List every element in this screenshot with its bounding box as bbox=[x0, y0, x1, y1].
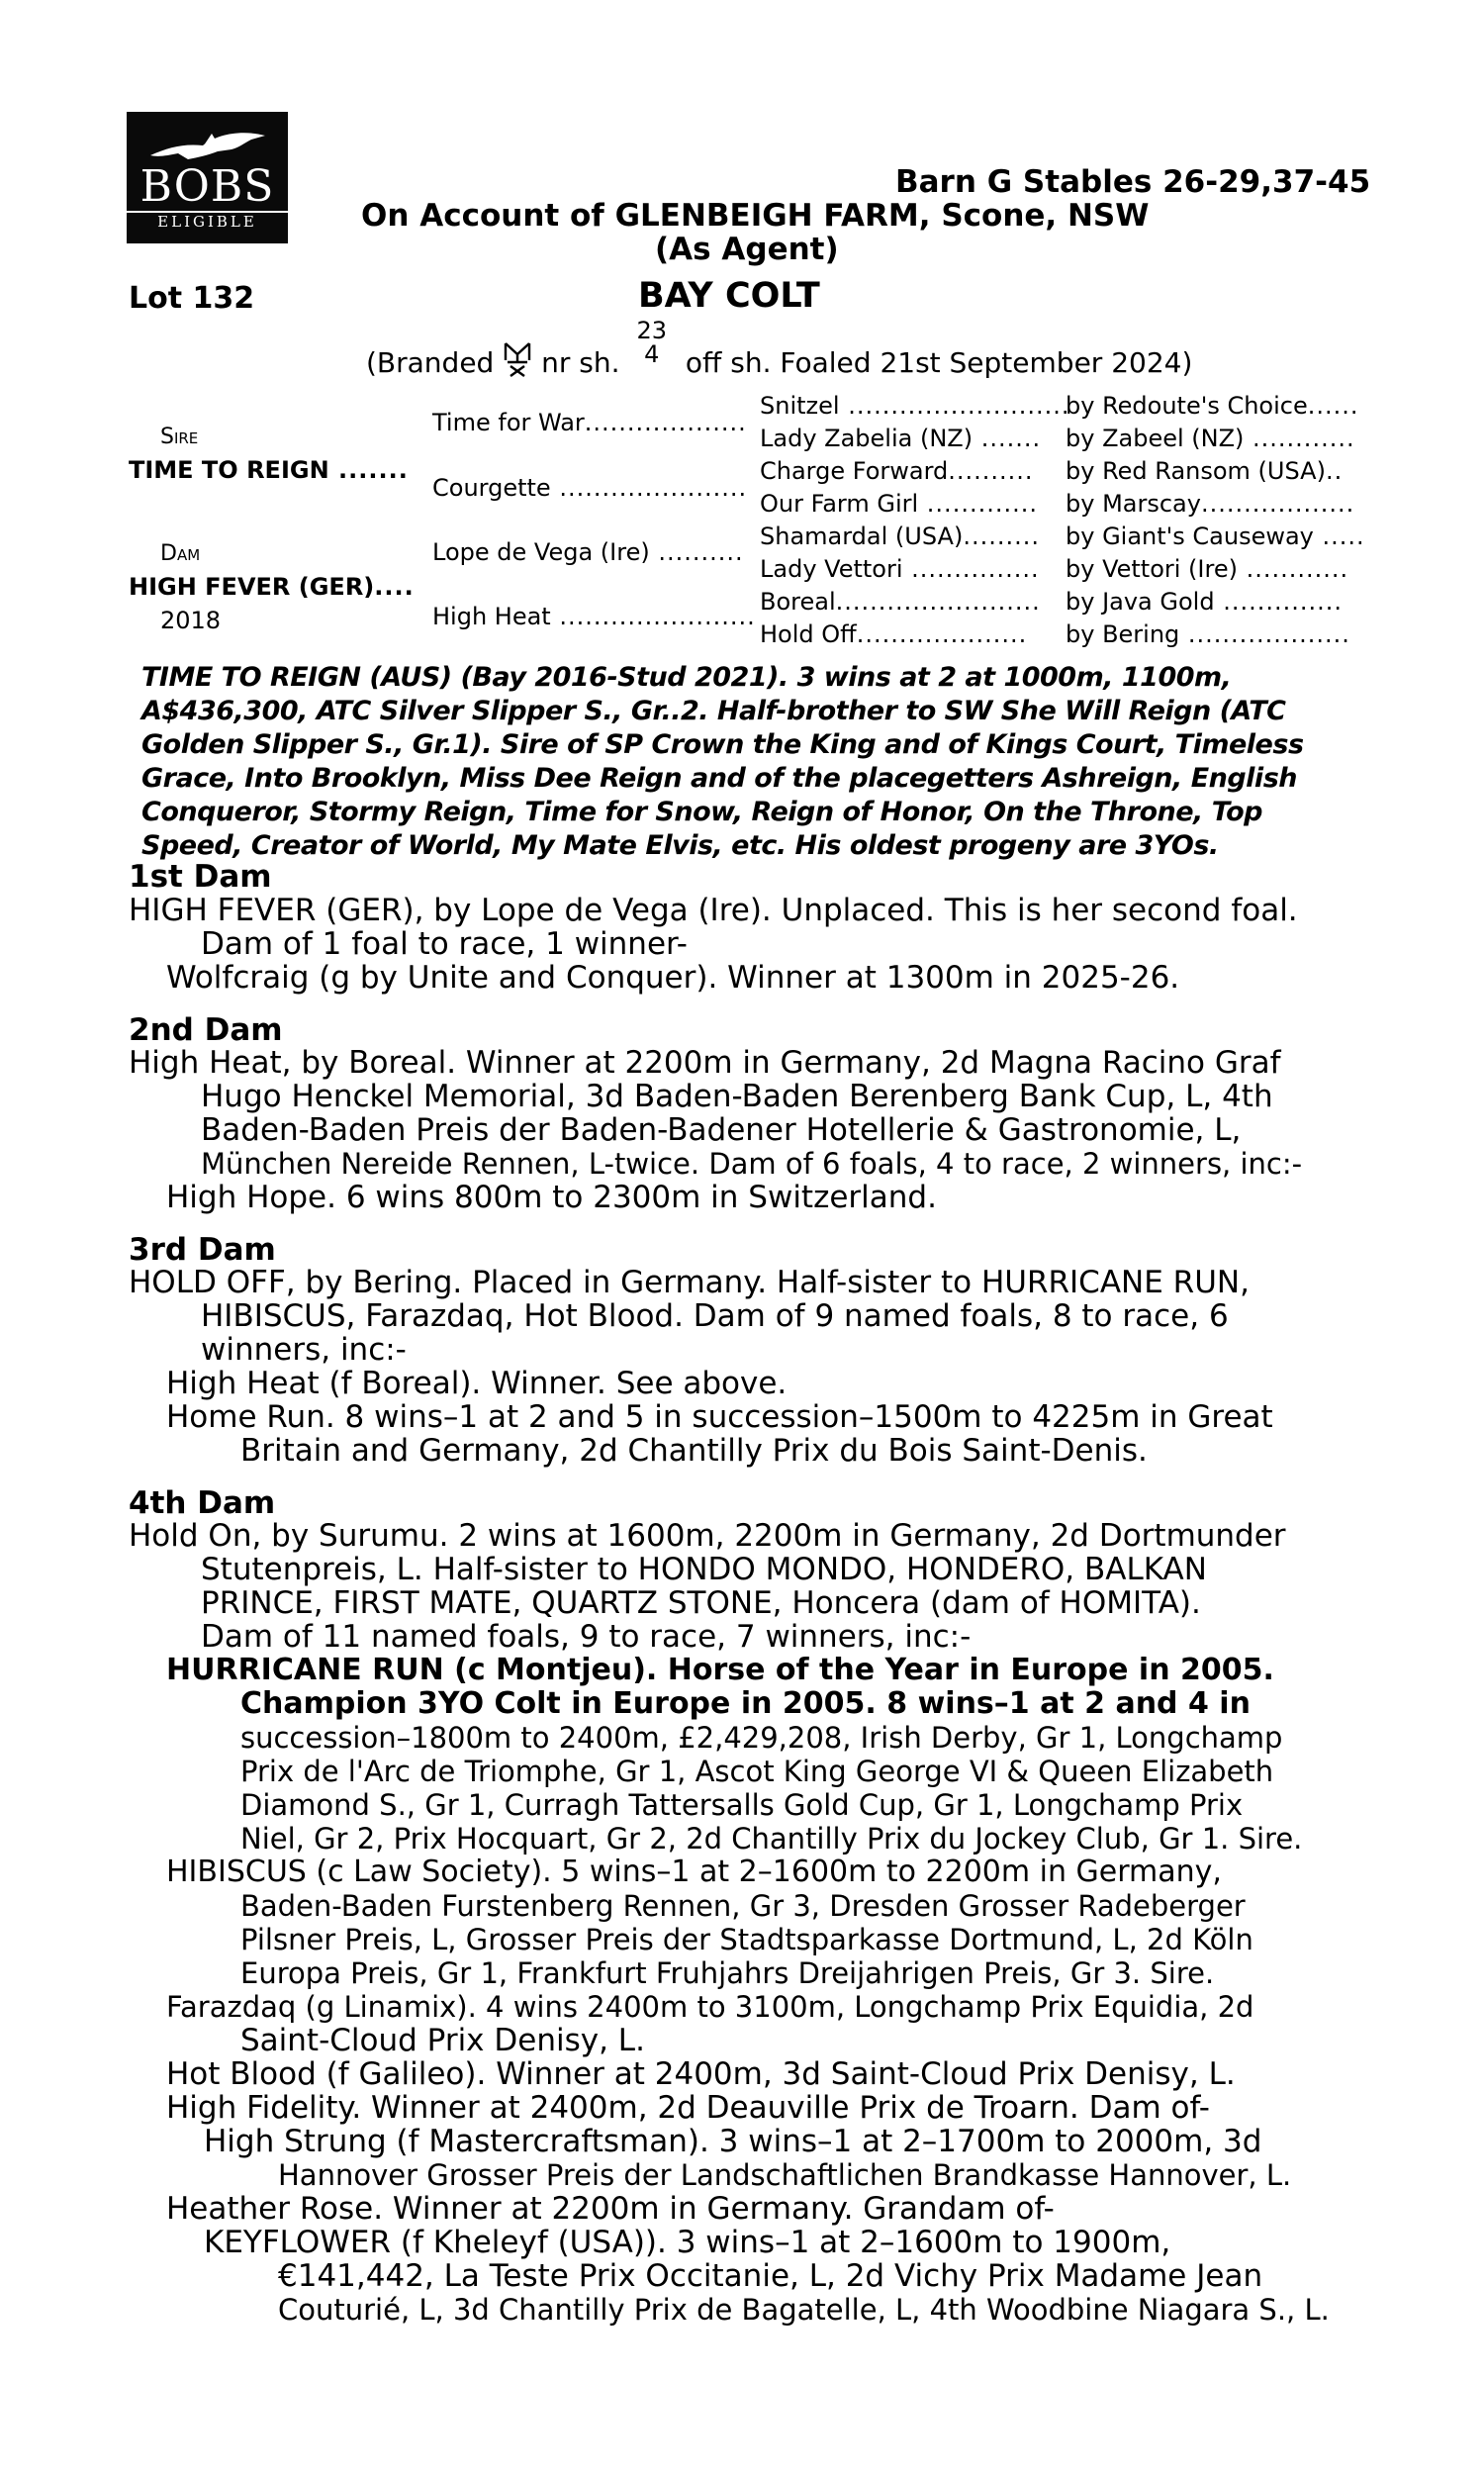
fourth-dam-progeny: Saint-Cloud Prix Denisy, L. bbox=[240, 2023, 645, 2058]
sire-blurb-line: TIME TO REIGN (AUS) (Bay 2016-Stud 2021). 3 wins at 2 at 1000m, 1100m, bbox=[141, 662, 1232, 693]
pedigree-g3-4: by Giant's Causeway ..... bbox=[1066, 523, 1365, 550]
dam-label: Dam bbox=[160, 541, 201, 566]
pedigree-g3-0: by Redoute's Choice...... bbox=[1066, 392, 1359, 420]
pedigree-g3-1: by Zabeel (NZ) ............ bbox=[1066, 425, 1355, 452]
fourth-dam-line: PRINCE, FIRST MATE, QUARTZ STONE, Honcera (dam of HOMITA). bbox=[201, 1585, 1201, 1621]
fourth-dam-progeny: Champion 3YO Colt in Europe in 2005. 8 wins–1 at 2 and 4 in bbox=[240, 1686, 1251, 1721]
third-dam-line: HIBISCUS, Farazdaq, Hot Blood. Dam of 9 named foals, 8 to race, 6 bbox=[201, 1298, 1229, 1334]
fourth-dam-progeny: HURRICANE RUN (c Montjeu). Horse of the Year in Europe in 2005. bbox=[166, 1653, 1274, 1687]
fourth-dam-progeny: Europa Preis, Gr 1, Frankfurt Fruhjahrs Dreijahrigen Preis, Gr 3. Sire. bbox=[240, 1956, 1215, 1990]
second-dam-line: Baden-Baden Preis der Baden-Badener Hotellerie & Gastronomie, L, bbox=[201, 1112, 1242, 1148]
pedigree-g3-3: by Marscay.................. bbox=[1066, 490, 1355, 518]
racehorse-icon bbox=[148, 126, 267, 165]
pedigree-g3-7: by Bering ................... bbox=[1066, 620, 1350, 648]
fourth-dam-progeny: Hot Blood (f Galileo). Winner at 2400m, 3d Saint-Cloud Prix Denisy, L. bbox=[166, 2056, 1236, 2092]
pedigree-g1-3: High Heat ....................... bbox=[432, 603, 756, 630]
brand-prefix: (Branded bbox=[366, 346, 495, 379]
pedigree-g2-3: Our Farm Girl ............. bbox=[760, 490, 1038, 518]
fourth-dam-line: Dam of 11 named foals, 9 to race, 7 winners, inc:- bbox=[201, 1619, 972, 1655]
pedigree-g2-1: Lady Zabelia (NZ) ....... bbox=[760, 425, 1042, 452]
fourth-dam-progeny: Hannover Grosser Preis der Landschaftlichen Brandkasse Hannover, L. bbox=[278, 2158, 1292, 2192]
sire-blurb-line: Conqueror, Stormy Reign, Time for Snow, Reign of Honor, On the Throne, Top bbox=[141, 797, 1263, 827]
brand-line bbox=[366, 317, 1193, 379]
pedigree-g3-5: by Vettori (Ire) ............ bbox=[1066, 555, 1349, 583]
brand-number-bottom: 4 bbox=[644, 340, 660, 368]
fourth-dam-progeny: succession–1800m to 2400m, £2,429,208, Irish Derby, Gr 1, Longchamp bbox=[240, 1721, 1283, 1755]
horse-title: BAY COLT bbox=[638, 276, 820, 316]
sire-label: Sire bbox=[160, 425, 199, 449]
pedigree-g3-2: by Red Ransom (USA).. bbox=[1066, 457, 1344, 485]
sire-name: TIME TO REIGN ....... bbox=[129, 456, 409, 484]
second-dam-line: High Heat, by Boreal. Winner at 2200m in Germany, 2d Magna Racino Graf bbox=[129, 1045, 1281, 1081]
logo-text-main: BOBS bbox=[139, 161, 275, 212]
pedigree-g1-1: Courgette ...................... bbox=[432, 474, 748, 502]
sire-blurb-line: Grace, Into Brooklyn, Miss Dee Reign and of the placegetters Ashreign, English bbox=[141, 763, 1297, 794]
first-dam-heading: 1st Dam bbox=[129, 859, 272, 895]
sire-blurb-line: Golden Slipper S., Gr.1). Sire of SP Crown the King and of Kings Court, Timeless bbox=[141, 729, 1304, 760]
sire-blurb bbox=[141, 661, 1358, 863]
fourth-dam-progeny: High Strung (f Mastercraftsman). 3 wins–1 at 2–1700m to 2000m, 3d bbox=[204, 2124, 1262, 2159]
fourth-dam-progeny: Baden-Baden Furstenberg Rennen, Gr 3, Dresden Grosser Radeberger bbox=[240, 1889, 1246, 1923]
second-dam-progeny: High Hope. 6 wins 800m to 2300m in Switzerland. bbox=[166, 1180, 937, 1215]
agent-note: (As Agent) bbox=[655, 232, 839, 267]
pedigree-g2-6: Boreal........................ bbox=[760, 588, 1041, 616]
fourth-dam-progeny: Niel, Gr 2, Prix Hocquart, Gr 2, 2d Chantilly Prix du Jockey Club, Gr 1. Sire. bbox=[240, 1822, 1303, 1856]
fourth-dam-line: Hold On, by Surumu. 2 wins at 1600m, 2200m in Germany, 2d Dortmunder bbox=[129, 1518, 1286, 1554]
barn-stables: Barn G Stables 26-29,37-45 bbox=[895, 164, 1371, 200]
fourth-dam-heading: 4th Dam bbox=[129, 1485, 276, 1521]
third-dam-heading: 3rd Dam bbox=[129, 1232, 276, 1268]
fourth-dam-progeny: HIBISCUS (c Law Society). 5 wins–1 at 2–1600m to 2200m in Germany, bbox=[166, 1855, 1222, 1889]
brand-mark-icon bbox=[503, 340, 532, 378]
sire-blurb-line: Speed, Creator of World, My Mate Elvis, etc. His oldest progeny are 3YOs. bbox=[141, 830, 1219, 861]
first-dam-line: HIGH FEVER (GER), by Lope de Vega (Ire). Unplaced. This is her second foal. bbox=[129, 893, 1298, 928]
fourth-dam-progeny: €141,442, La Teste Prix Occitanie, L, 2d Vichy Prix Madame Jean bbox=[278, 2258, 1263, 2294]
pedigree-g1-0: Time for War................... bbox=[432, 409, 747, 436]
fourth-dam-progeny: Prix de l'Arc de Triomphe, Gr 1, Ascot King George VI & Queen Elizabeth bbox=[240, 1755, 1274, 1788]
third-dam-progeny: Britain and Germany, 2d Chantilly Prix du Bois Saint-Denis. bbox=[240, 1433, 1148, 1469]
third-dam-line: HOLD OFF, by Bering. Placed in Germany. Half-sister to HURRICANE RUN, bbox=[129, 1265, 1250, 1300]
brand-suffix: off sh. Foaled 21st September 2024) bbox=[685, 346, 1193, 379]
fourth-dam-progeny: Pilsner Preis, L, Grosser Preis der Stadtsparkasse Dortmund, L, 2d Köln bbox=[240, 1923, 1253, 1956]
pedigree-g2-7: Hold Off.................... bbox=[760, 620, 1028, 648]
lot-number: Lot 132 bbox=[129, 281, 255, 316]
first-dam-progeny: Wolfcraig (g by Unite and Conquer). Winner at 1300m in 2025-26. bbox=[166, 960, 1180, 996]
fourth-dam-progeny: Diamond S., Gr 1, Curragh Tattersalls Gold Cup, Gr 1, Longchamp Prix bbox=[240, 1788, 1244, 1822]
brand-mid: nr sh. bbox=[541, 346, 620, 379]
vendor-account: On Account of GLENBEIGH FARM, Scone, NSW bbox=[361, 198, 1150, 234]
dam-foaled-year: 2018 bbox=[160, 607, 222, 634]
pedigree-g2-0: Snitzel .......................... bbox=[760, 392, 1070, 420]
pedigree-g1-2: Lope de Vega (Ire) .......... bbox=[432, 538, 744, 566]
sire-blurb-line: A$436,300, ATC Silver Slipper S., Gr..2. Half-brother to SW She Will Reign (ATC bbox=[141, 696, 1286, 726]
fourth-dam-progeny: Heather Rose. Winner at 2200m in Germany. Grandam of- bbox=[166, 2191, 1055, 2227]
pedigree-g3-6: by Java Gold .............. bbox=[1066, 588, 1344, 616]
first-dam-line: Dam of 1 foal to race, 1 winner- bbox=[201, 926, 688, 962]
logo-text-sub: ELIGIBLE bbox=[127, 211, 288, 231]
second-dam-line: Hugo Henckel Memorial, 3d Baden-Baden Berenberg Bank Cup, L, 4th bbox=[201, 1079, 1273, 1114]
second-dam-line: München Nereide Rennen, L-twice. Dam of 6 foals, 4 to race, 2 winners, inc:- bbox=[201, 1147, 1303, 1181]
brand-number-top: 23 bbox=[636, 317, 667, 344]
pedigree-g2-2: Charge Forward.......... bbox=[760, 457, 1034, 485]
bobs-eligible-logo bbox=[127, 112, 288, 243]
fourth-dam-progeny: High Fidelity. Winner at 2400m, 2d Deauville Prix de Troarn. Dam of- bbox=[166, 2090, 1210, 2126]
fourth-dam-progeny: KEYFLOWER (f Kheleyf (USA)). 3 wins–1 at 2–1600m to 1900m, bbox=[204, 2225, 1171, 2260]
fourth-dam-line: Stutenpreis, L. Half-sister to HONDO MONDO, HONDERO, BALKAN bbox=[201, 1552, 1207, 1587]
third-dam-progeny: Home Run. 8 wins–1 at 2 and 5 in succession–1500m to 4225m in Great bbox=[166, 1399, 1273, 1435]
dam-name: HIGH FEVER (GER).... bbox=[129, 573, 415, 601]
third-dam-progeny: High Heat (f Boreal). Winner. See above. bbox=[166, 1366, 788, 1401]
pedigree-g2-4: Shamardal (USA)......... bbox=[760, 523, 1040, 550]
pedigree-g2-5: Lady Vettori ............... bbox=[760, 555, 1040, 583]
third-dam-line: winners, inc:- bbox=[201, 1332, 407, 1368]
second-dam-heading: 2nd Dam bbox=[129, 1012, 283, 1048]
fourth-dam-progeny: Couturié, L, 3d Chantilly Prix de Bagatelle, L, 4th Woodbine Niagara S., L. bbox=[278, 2293, 1330, 2327]
fourth-dam-progeny: Farazdaq (g Linamix). 4 wins 2400m to 3100m, Longchamp Prix Equidia, 2d bbox=[166, 1990, 1254, 2024]
